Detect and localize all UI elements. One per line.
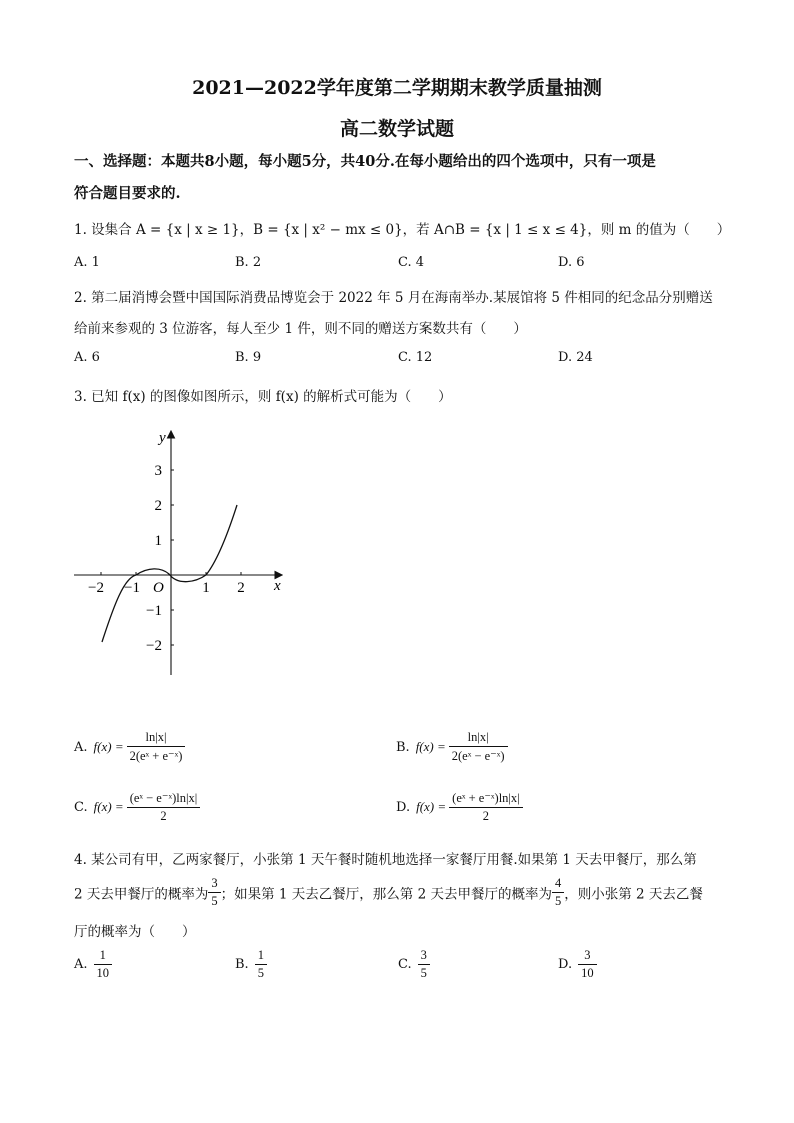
q2-option-c: C. 12 bbox=[398, 350, 433, 365]
origin-label: O bbox=[153, 580, 164, 596]
q4-option-c: C. $\frac{3}{5}$ bbox=[398, 948, 430, 981]
question-1-text: 1. 设集合 A = {x | x ≥ 1}，B = {x | x² − mx ≤ 0}，若 A∩B = {x | 1 ≤ x ≤ 4}，则 m 的值为（ ） bbox=[74, 222, 731, 238]
q4-option-a: A. $\frac{1}{10}$ bbox=[74, 948, 112, 981]
q1-option-a: A. 1 bbox=[74, 255, 100, 270]
q1-option-c: C. 4 bbox=[398, 255, 425, 270]
x-tick-label: −2 bbox=[88, 580, 104, 596]
q3-option-b: B. f(x) = $\frac{\ln|x|}{\text{2(eˣ − e⁻ˣ)}}$ bbox=[396, 730, 508, 764]
question-3-text: 3. 已知 f(x) 的图像如图所示，则 f(x) 的解析式可能为（ ） bbox=[74, 389, 452, 405]
section-heading-line2: 符合题目要求的. bbox=[74, 185, 181, 202]
y-axis-label: y bbox=[159, 430, 166, 446]
q2-option-a: A. 6 bbox=[74, 350, 100, 365]
section-heading-line1: 一、选择题：本题共8小题，每小题5分，共40分.在每小题给出的四个选项中，只有一项是 bbox=[74, 153, 656, 170]
y-tick-label: 1 bbox=[154, 533, 162, 549]
q3-option-d: D. f(x) = $\frac{\text{(eˣ + e⁻ˣ)ln|x|}}{2}$ bbox=[396, 790, 523, 824]
y-tick-label: −1 bbox=[146, 603, 162, 619]
y-tick-label: 2 bbox=[154, 498, 162, 514]
y-tick-label: −2 bbox=[146, 638, 162, 654]
q3-option-c: C. f(x) = $\frac{\text{(eˣ − e⁻ˣ)ln|x|}}{2}$ bbox=[74, 790, 200, 824]
q2-option-d: D. 24 bbox=[558, 350, 593, 365]
question-4-line1: 4. 某公司有甲，乙两家餐厅，小张第 1 天午餐时随机地选择一家餐厅用餐.如果第 1 天去甲餐厅，那么第 bbox=[74, 852, 697, 868]
q1-option-d: D. 6 bbox=[558, 255, 585, 270]
x-tick-label: 1 bbox=[202, 580, 210, 596]
x-axis-label: x bbox=[274, 578, 281, 594]
q3-option-a: A. f(x) = $\frac{\ln|x|}{\text{2(eˣ + e⁻ˣ)}}$ bbox=[74, 730, 185, 764]
q2-option-b: B. 9 bbox=[235, 350, 262, 365]
question-4-line3: 厅的概率为（ ） bbox=[74, 924, 196, 940]
page-title: 2021—2022学年度第二学期期末教学质量抽测 bbox=[192, 77, 602, 99]
y-tick-label: 3 bbox=[154, 463, 162, 479]
function-curve bbox=[102, 505, 237, 642]
x-tick-label: −1 bbox=[124, 580, 140, 596]
function-graph bbox=[66, 420, 306, 690]
q4-option-b: B. $\frac{1}{5}$ bbox=[235, 948, 267, 981]
question-2-line2: 给前来参观的 3 位游客，每人至少 1 件，则不同的赠送方案数共有（ ） bbox=[74, 321, 527, 337]
q1-option-b: B. 2 bbox=[235, 255, 262, 270]
question-4-line2: 2 天去甲餐厅的概率为 $\frac{3}{5}$ ；如果第 1 天去乙餐厅，那么第 2 天去甲餐厅的概率为 $\frac{4}{5}$ ，则小张第 2 天去乙餐 bbox=[74, 876, 703, 908]
x-tick-label: 2 bbox=[237, 580, 245, 596]
q4-option-d: D. $\frac{3}{10}$ bbox=[558, 948, 597, 981]
question-2-line1: 2. 第二届消博会暨中国国际消费品博览会于 2022 年 5 月在海南举办.某展馆将 5 件相同的纪念品分别赠送 bbox=[74, 290, 713, 306]
page-subtitle: 高二数学试题 bbox=[339, 118, 454, 140]
